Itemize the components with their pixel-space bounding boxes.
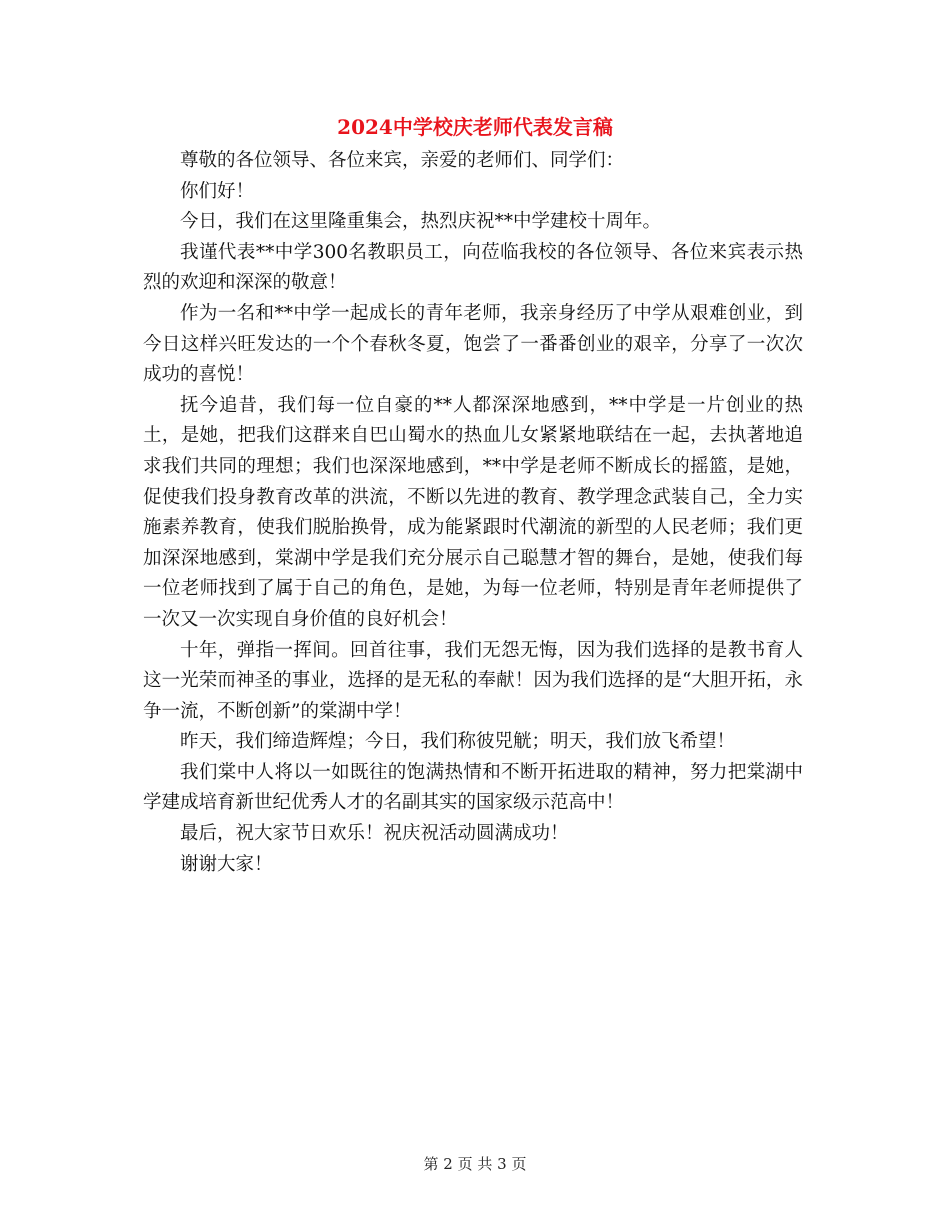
paragraph: 十年，弹指一挥间。回首往事，我们无怨无悔，因为我们选择的是教书育人这一光荣而神圣的事业，选择的是无私的奉献！因为我们选择的是“大胆开拓，永争一流，不断创新”的棠湖中学！ — [143, 639, 803, 722]
paragraph: 我们棠中人将以一如既往的饱满热情和不断开拓进取的精神，努力把棠湖中学建成培育新世纪优秀人才的名副其实的国家级示范高中！ — [143, 761, 803, 814]
document-body — [143, 146, 803, 880]
paragraph: 抚今追昔，我们每一位自豪的**人都深深地感到，**中学是一片创业的热土，是她，把我们这群来自巴山蜀水的热血儿女紧紧地联结在一起，去执著地追求我们共同的理想；我们也深深地感到，**中学是老师不断成长的摇篮，是她，促使我们投身教育改革的洪流，不断以先进的教育、教学理念武装自己，全力实施素养教育，使我们脱胎换骨，成为能紧跟时代潮流的新型的人民老师；我们更加深深地感到，棠湖中学是我们充分展示自己聪慧才智的舞台，是她，使我们每一位老师找到了属于自己的角色，是她，为每一位老师，特别是青年老师提供了一次又一次实现自身价值的良好机会！ — [143, 394, 803, 630]
paragraph: 我谨代表**中学300名教职员工，向莅临我校的各位领导、各位来宾表示热烈的欢迎和深深的敬意！ — [143, 241, 803, 294]
page-number: 第 2 页 共 3 页 — [423, 1155, 527, 1173]
paragraph: 最后，祝大家节日欢乐！祝庆祝活动圆满成功！ — [180, 823, 569, 845]
salutation: 尊敬的各位领导、各位来宾，亲爱的老师们、同学们： — [180, 150, 625, 171]
paragraph: 作为一名和**中学一起成长的青年老师，我亲身经历了中学从艰难创业，到今日这样兴旺发达的一个个春秋冬夏，饱尝了一番番创业的艰辛，分享了一次次成功的喜悦！ — [143, 302, 803, 386]
document-title: 2024中学校庆老师代表发言稿 — [337, 115, 613, 139]
paragraph: 今日，我们在这里隆重集会，热烈庆祝**中学建校十周年。 — [180, 211, 662, 233]
closing: 谢谢大家！ — [180, 853, 273, 875]
paragraph: 昨天，我们缔造辉煌；今日，我们称彼兕觥；明天，我们放飞希望！ — [180, 731, 736, 753]
greeting: 你们好！ — [180, 180, 255, 202]
